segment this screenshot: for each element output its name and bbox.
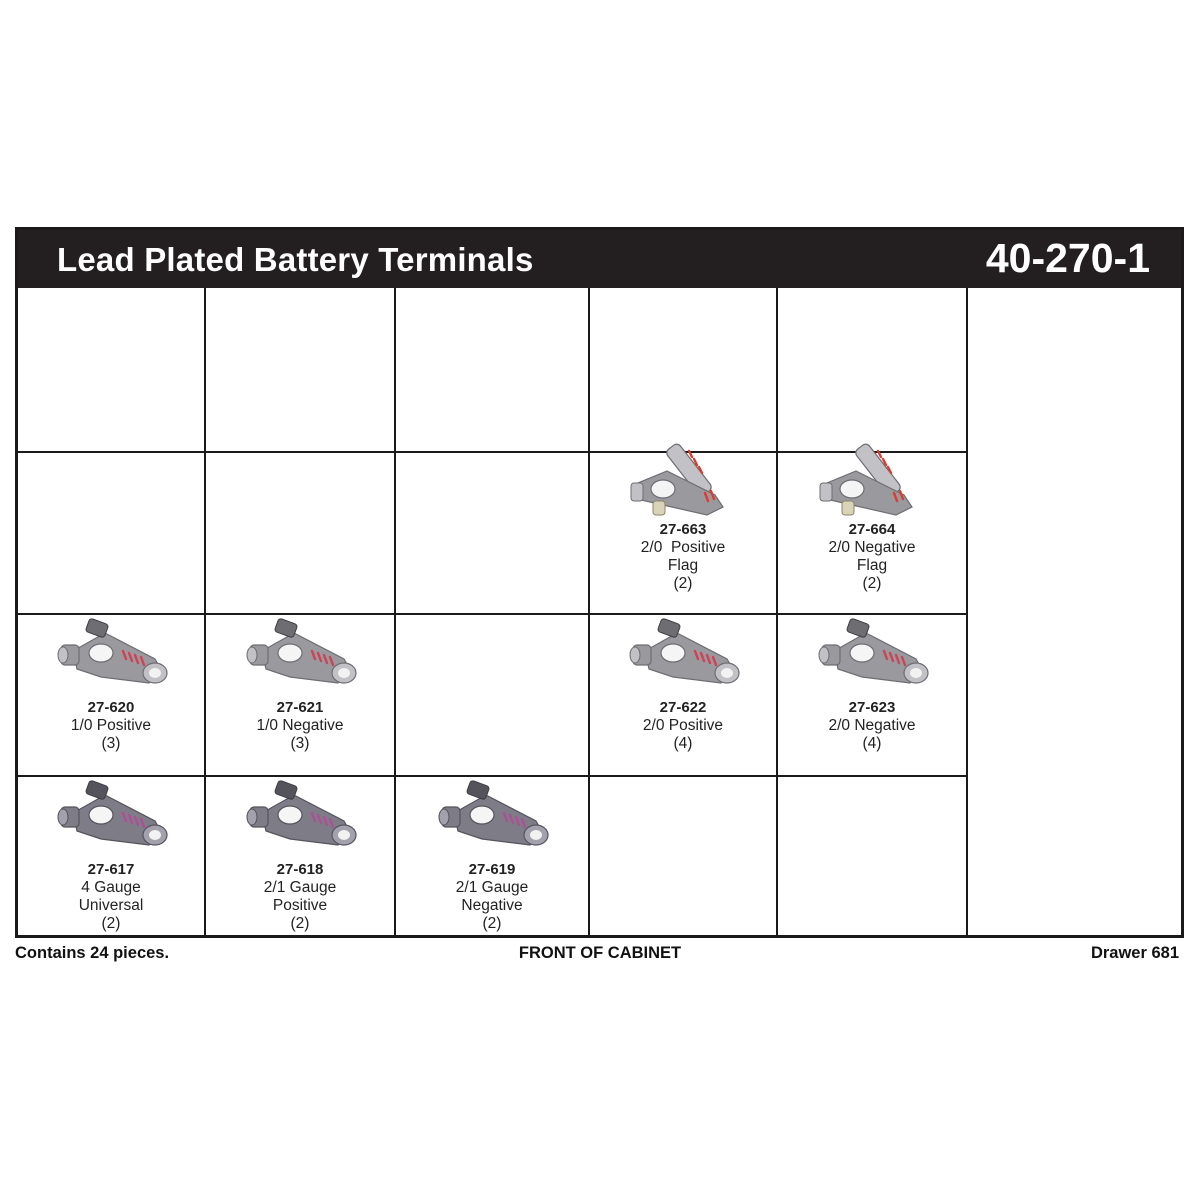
quantity: (4) <box>673 735 693 752</box>
flag-terminal-icon <box>623 437 747 523</box>
quantity: (3) <box>290 735 310 752</box>
part-number: 27-620 <box>87 699 135 716</box>
compartment-27-620 <box>18 615 204 775</box>
description-line: 2/1 Gauge <box>263 879 337 896</box>
item-label <box>590 699 776 753</box>
description-line: Negative <box>461 897 523 914</box>
description-line: Flag <box>667 557 699 574</box>
item-label <box>18 699 204 753</box>
grid-divider <box>966 288 968 935</box>
compartment-27-621 <box>206 615 394 775</box>
quantity: (2) <box>290 915 310 932</box>
item-label <box>206 861 394 933</box>
item-label <box>396 861 588 933</box>
compartment-27-663 <box>590 453 776 613</box>
part-number: 27-622 <box>659 699 707 716</box>
part-number: 27-621 <box>276 699 324 716</box>
kit-number: 40-270-1 <box>985 235 1150 281</box>
part-number: 27-663 <box>659 521 707 538</box>
item-label <box>778 521 966 593</box>
quantity: (2) <box>862 575 882 592</box>
description-line: 1/0 Negative <box>256 717 344 734</box>
part-number: 27-664 <box>848 521 896 538</box>
compartment-27-618 <box>206 777 394 936</box>
description-line: 4 Gauge <box>81 879 141 896</box>
description-line: 1/0 Positive <box>70 717 152 734</box>
part-number: 27-619 <box>468 861 516 878</box>
battery-terminal-icon <box>51 771 175 857</box>
description-line: 2/0 Negative <box>828 717 916 734</box>
description-line: 2/1 Gauge <box>455 879 529 896</box>
part-number: 27-617 <box>87 861 135 878</box>
item-label <box>206 699 394 753</box>
battery-terminal-icon <box>432 771 556 857</box>
part-number: 27-618 <box>276 861 324 878</box>
item-label <box>18 861 204 933</box>
quantity: (4) <box>862 735 882 752</box>
description-line: Universal <box>78 897 144 914</box>
description-line: 2/0 Positive <box>640 539 726 556</box>
description-line: Flag <box>856 557 888 574</box>
description-line: 2/0 Positive <box>642 717 724 734</box>
item-label <box>778 699 966 753</box>
front-of-cabinet-label: FRONT OF CABINET <box>518 944 682 962</box>
piece-count: Contains 24 pieces. <box>15 944 170 962</box>
battery-terminal-icon <box>812 609 936 695</box>
compartment-27-664 <box>778 453 966 613</box>
header-bar <box>18 230 1181 288</box>
compartment-grid <box>18 288 1181 935</box>
description-line: Positive <box>272 897 328 914</box>
quantity: (2) <box>482 915 502 932</box>
drawer-label-card <box>15 227 1184 938</box>
quantity: (3) <box>101 735 121 752</box>
flag-terminal-icon <box>812 437 936 523</box>
drawer-title: Lead Plated Battery Terminals <box>57 241 534 278</box>
compartment-27-622 <box>590 615 776 775</box>
battery-terminal-icon <box>623 609 747 695</box>
battery-terminal-icon <box>51 609 175 695</box>
battery-terminal-icon <box>240 609 364 695</box>
compartment-27-623 <box>778 615 966 775</box>
description-line: 2/0 Negative <box>828 539 916 556</box>
part-number: 27-623 <box>848 699 896 716</box>
quantity: (2) <box>673 575 693 592</box>
item-label <box>590 521 776 593</box>
drawer-number: Drawer 681 <box>1090 944 1179 962</box>
quantity: (2) <box>101 915 121 932</box>
compartment-27-617 <box>18 777 204 936</box>
battery-terminal-icon <box>240 771 364 857</box>
compartment-27-619 <box>396 777 588 936</box>
